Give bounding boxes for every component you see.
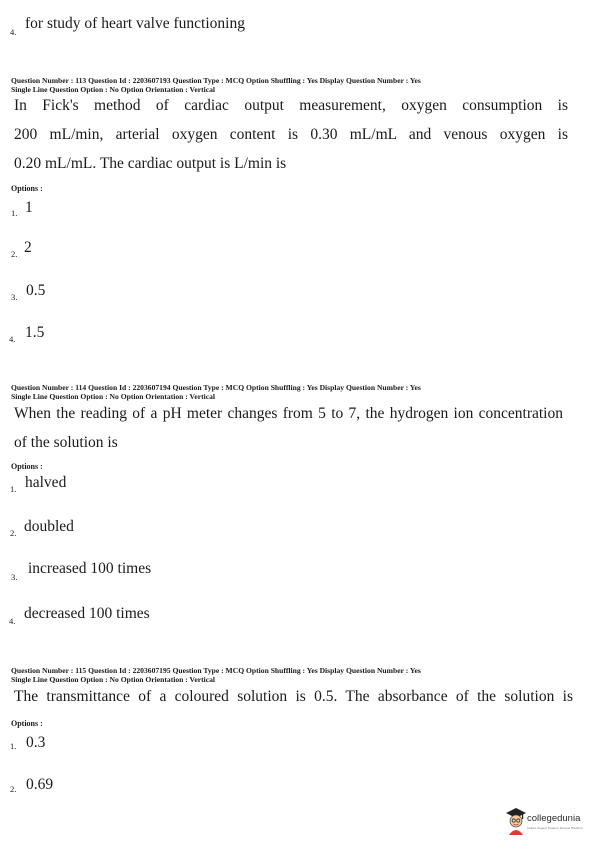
option-text: decreased 100 times [24, 605, 150, 622]
question-meta: Question Number : 115 Question Id : 2203607195 Question Type : MCQ Option Shuffling : Yes Display Question Number : Yes Single Line Question Option : No Option Orientation : Vertical [11, 666, 421, 684]
option-number: 1. [11, 208, 18, 218]
collegedunia-logo [505, 806, 593, 836]
option-number: 1. [10, 741, 17, 751]
option-text: 0.5 [26, 282, 46, 299]
option-number: 3. [11, 572, 18, 582]
option-text: doubled [24, 518, 74, 535]
option-text: 0.3 [26, 734, 46, 751]
graduate-mascot-icon [505, 806, 527, 836]
option-text: 1 [25, 199, 33, 216]
option-text: for study of heart valve functioning [25, 15, 245, 32]
option-number: 2. [10, 784, 17, 794]
question-text-line: of the solution is [14, 434, 118, 451]
option-text: halved [25, 474, 67, 491]
question-text-line: 0.20 mL/mL. The cardiac output is L/min is [14, 155, 287, 172]
options-label: Options : [11, 462, 43, 471]
option-number: 2. [10, 528, 17, 538]
option-text: 2 [24, 239, 32, 256]
option-number: 4. [9, 616, 16, 626]
option-text: increased 100 times [28, 560, 152, 577]
option-text: 1.5 [25, 324, 45, 341]
options-label: Options : [11, 719, 43, 728]
question-text-line: When the reading of a pH meter changes from 5 to 7, the hydrogen ion concentration [14, 405, 563, 422]
question-text-line: The transmittance of a coloured solution is 0.5. The absorbance of the solution is [14, 688, 573, 705]
question-text-line: 200 mL/min, arterial oxygen content is 0.30 mL/mL and venous oxygen is [14, 126, 568, 143]
option-text: 0.69 [26, 776, 54, 793]
option-number: 4. [9, 334, 16, 344]
logo-tagline: India's largest Student Review Platform [527, 826, 584, 830]
options-label: Options : [11, 184, 43, 193]
option-number: 3. [11, 292, 18, 302]
question-text-line: In Fick's method of cardiac output measurement, oxygen consumption is [14, 97, 568, 114]
question-meta: Question Number : 114 Question Id : 2203607194 Question Type : MCQ Option Shuffling : Yes Display Question Number : Yes Single Line Question Option : No Option Orientation : Vertical [11, 383, 421, 401]
question-meta: Question Number : 113 Question Id : 2203607193 Question Type : MCQ Option Shuffling : Yes Display Question Number : Yes Single Line Question Option : No Option Orientation : Vertical [11, 76, 421, 94]
option-number: 4. [10, 27, 17, 37]
logo-text: collegedunia [527, 813, 581, 824]
option-number: 2. [11, 249, 18, 259]
option-number: 1. [10, 484, 17, 494]
